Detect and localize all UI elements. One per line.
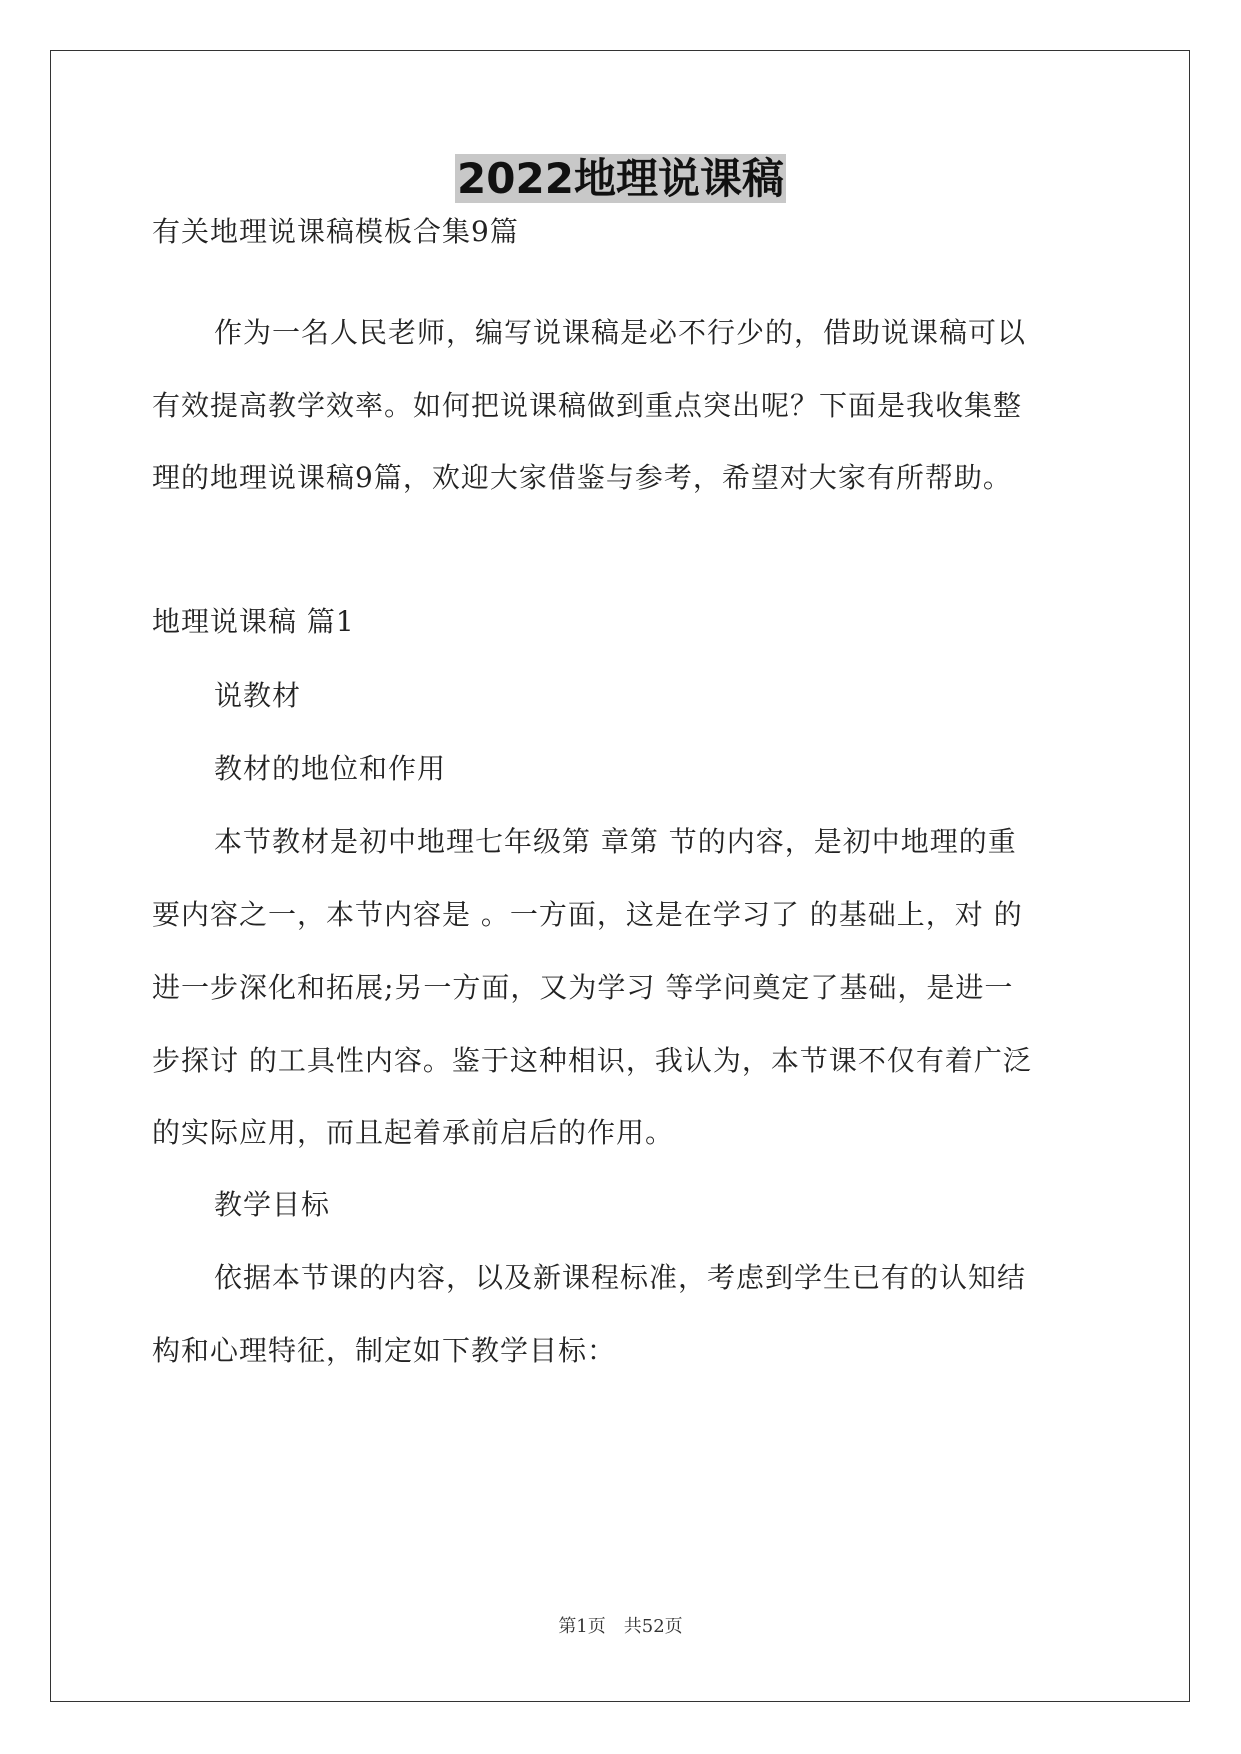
body-line-7: 构和心理特征，制定如下教学目标： xyxy=(152,1334,617,1367)
body-line-1: 本节教材是初中地理七年级第 章第 节的内容，是初中地理的重 xyxy=(214,825,1017,858)
heading-shuo-jiaocai: 说教材 xyxy=(214,679,302,712)
page-border xyxy=(50,50,1190,1702)
body-line-3: 进一步深化和拓展;另一方面，又为学习 等学问奠定了基础，是进一 xyxy=(152,971,1014,1004)
body-line-2: 要内容之一，本节内容是 。一方面，这是在学习了 的基础上，对 的 xyxy=(152,898,1023,931)
intro-line-2: 有效提高教学效率。如何把说课稿做到重点突出呢？下面是我收集整 xyxy=(152,389,1023,422)
page-footer: 第1页 共52页 xyxy=(558,1616,683,1637)
subtitle: 有关地理说课稿模板合集9篇 xyxy=(152,215,519,248)
section-heading: 地理说课稿 篇1 xyxy=(152,605,355,638)
intro-line-3: 理的地理说课稿9篇，欢迎大家借鉴与参考，希望对大家有所帮助。 xyxy=(152,461,1012,494)
body-line-4: 步探讨 的工具性内容。鉴于这种相识，我认为，本节课不仅有着广泛 xyxy=(152,1044,1032,1077)
heading-jiaoxue-mubiao: 教学目标 xyxy=(214,1188,331,1221)
heading-jiaocai-diwei: 教材的地位和作用 xyxy=(214,752,447,785)
intro-line-1: 作为一名人民老师，编写说课稿是必不行少的，借助说课稿可以 xyxy=(214,316,1027,349)
body-line-5: 的实际应用，而且起着承前启后的作用。 xyxy=(152,1116,675,1149)
document-title: 2022地理说课稿 xyxy=(457,154,784,203)
body-line-6: 依据本节课的内容，以及新课程标准，考虑到学生已有的认知结 xyxy=(214,1261,1027,1294)
